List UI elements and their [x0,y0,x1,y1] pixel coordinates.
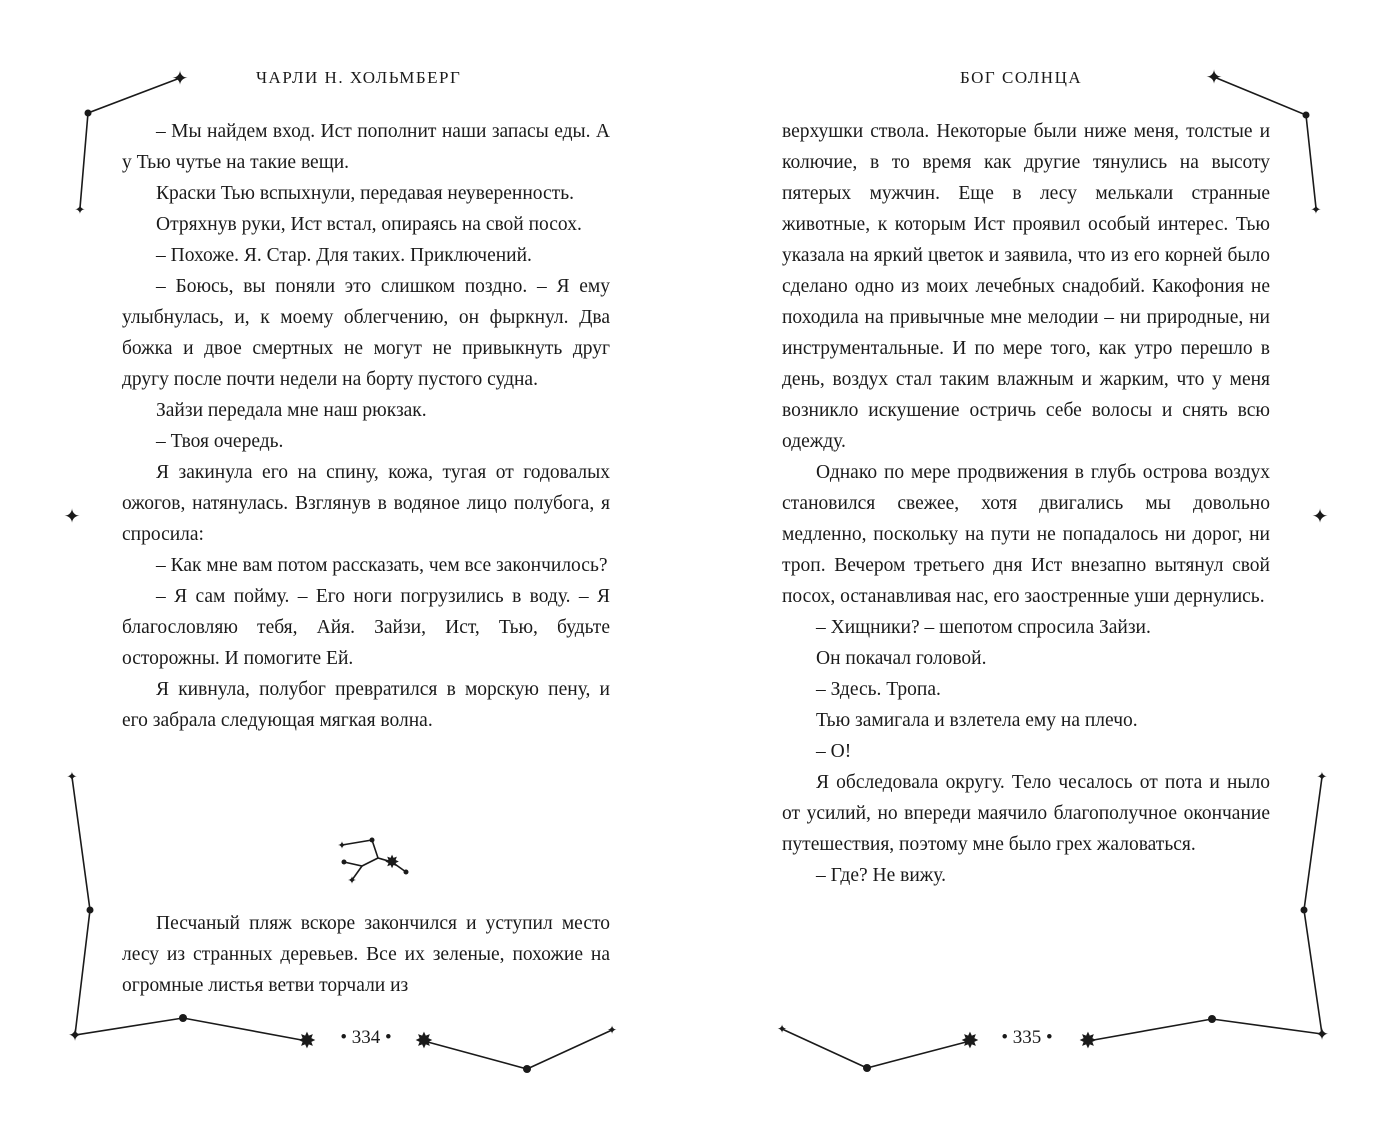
paragraph: Он покачал головой. [816,648,987,669]
paragraph: Я обследовала округу. Тело чесалось от пота и ныло от усилий, но впереди маячило благополучное окончание путешествия, поэтому мне было грех жаловаться. [782,772,1270,855]
svg-text:✦: ✦ [347,874,357,887]
left-page-section-start [122,908,610,1001]
svg-text:✦: ✦ [74,203,86,218]
page-number-left: • 334 • [340,1027,392,1048]
paragraph: Зайзи передала мне наш рюкзак. [156,400,427,421]
svg-text:✦: ✦ [63,504,81,528]
paragraph: Однако по мере продвижения в глубь острова воздух становился свежее, хотя двигались мы довольно медленно, поскольку на пути не попадалось ни дорог, ни троп. Вечером третьего дня Ист внезапно вытянул свой посох, останавливая нас, его заостренные уши дернулись. [782,462,1270,607]
svg-text:✸: ✸ [1078,1029,1098,1054]
paragraph: Я кивнула, полубог превратился в морскую пену, и его забрала следующая мягкая волна. [122,679,610,731]
paragraph: – Здесь. Тропа. [816,679,941,700]
paragraph: Я закинула его на спину, кожа, тугая от годовалых ожогов, натянулась. Взглянув в водяное лицо полубога, я спросила: [122,462,610,545]
svg-text:✸: ✸ [297,1029,317,1054]
svg-text:✦: ✦ [1316,770,1328,785]
svg-text:✦: ✦ [606,1023,618,1037]
svg-text:✦: ✦ [1205,65,1223,89]
paragraph: – Где? Не вижу. [816,865,946,886]
page-number-right: • 335 • [1001,1027,1053,1048]
svg-text:✦: ✦ [1314,1025,1330,1045]
svg-text:✦: ✦ [66,770,78,785]
svg-text:✦: ✦ [776,1022,788,1036]
paragraph: – Как мне вам потом рассказать, чем все закончилось? [156,555,608,576]
continued-paragraph: верхушки ствола. Некоторые были ниже меня, толстые и колючие, в то время как другие тянулись на высоту пятерых мужчин. Еще в лесу мелькали странные животные, к которым Ист проявил особый интерес. Тью указала на яркий цветок и заявила, что из его корней было сделано одно из моих лечебных снадобий. Какофония не походила на привычные мне мелодии – ни природные, ни инструментальные. И по мере того, как утро перешло в день, воздух стал таким влажным и жарким, что у меня возникло искушение остричь себе волосы и снять всю одежду. [782,121,1270,452]
paragraph: – Похоже. Я. Стар. Для таких. Приключений. [156,245,532,266]
svg-text:✸: ✸ [414,1029,434,1054]
svg-text:✦: ✦ [1310,203,1322,218]
svg-text:✸: ✸ [384,852,400,873]
paragraph: Песчаный пляж вскоре закончился и уступил место лесу из странных деревьев. Все их зеленые, похожие на огромные листья ветви торчали из [122,913,610,996]
svg-text:✦: ✦ [337,839,347,852]
paragraph: – Я сам пойму. – Его ноги погрузились в воду. – Я благословляю тебя, Айя. Зайзи, Ист, Тью, будьте осторожны. И помогите Ей. [122,586,610,669]
svg-text:✦: ✦ [171,66,189,90]
svg-text:✦: ✦ [1311,504,1329,528]
running-head-right: БОГ СОЛНЦА [960,68,1083,87]
paragraph: – Хищники? – шепотом спросила Зайзи. [816,617,1151,638]
paragraph: – Мы найдем вход. Ист пополнит наши запасы еды. А у Тью чутье на такие вещи. [122,121,610,173]
svg-text:✸: ✸ [960,1029,980,1054]
left-page-body [122,116,610,736]
paragraph: Краски Тью вспыхнули, передавая неуверенность. [156,183,574,204]
running-head-left: ЧАРЛИ Н. ХОЛЬМБЕРГ [256,68,462,87]
paragraph: Отряхнув руки, Ист встал, опираясь на свой посох. [156,214,582,235]
paragraph: – Боюсь, вы поняли это слишком поздно. – Я ему улыбнулась, и, к моему облегчению, он фыркнул. Два божка и двое смертных не могут не привыкнуть друг другу после почти недели на борту пустого судна. [122,276,610,390]
right-page-body [782,116,1270,891]
svg-text:✦: ✦ [67,1026,83,1046]
paragraph: – О! [816,741,852,762]
paragraph: – Твоя очередь. [156,431,284,452]
paragraph: Тью замигала и взлетела ему на плечо. [816,710,1138,731]
